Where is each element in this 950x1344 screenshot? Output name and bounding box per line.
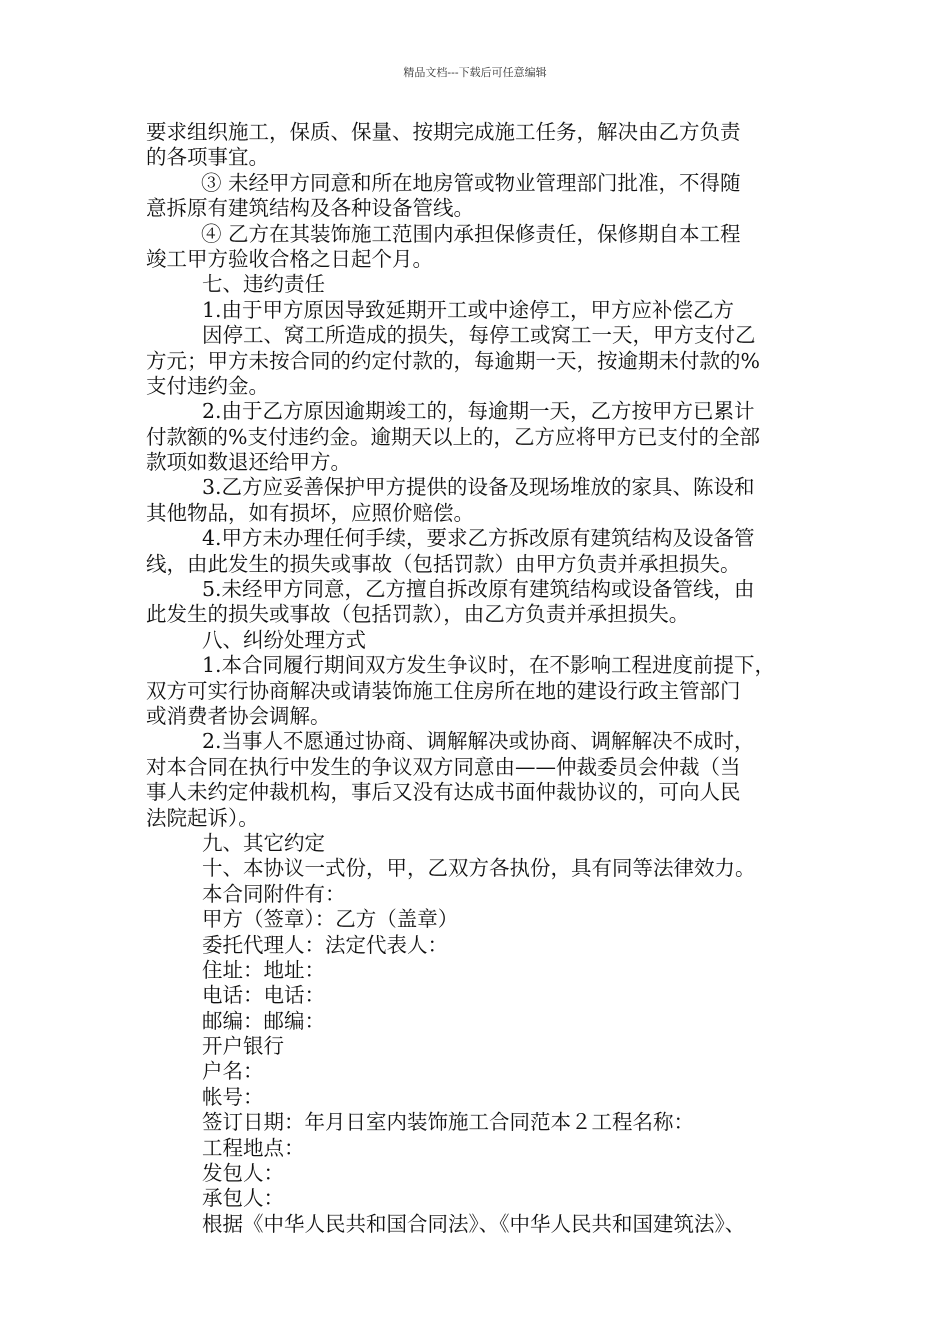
text-line: 款项如数退还给甲方。 xyxy=(146,450,351,475)
text-line: 方元；甲方未按合同的约定付款的，每逾期一天，按逾期未付款的% xyxy=(146,348,760,373)
text-line: 根据《中华人民共和国合同法》、《中华人民共和国建筑法》、 xyxy=(202,1211,746,1236)
text-line: ④ 乙方在其装饰施工范围内承担保修责任，保修期自本工程 xyxy=(201,221,741,246)
text-line: 或消费者协会调解。 xyxy=(146,703,331,728)
text-line: 4.甲方未办理任何手续，要求乙方拆改原有建筑结构及设备管 xyxy=(202,526,755,551)
text-line: 开户银行 xyxy=(202,1034,284,1059)
text-line: 1.本合同履行期间双方发生争议时，在不影响工程进度前提下， xyxy=(202,653,776,678)
text-line: 本合同附件有： xyxy=(202,881,346,906)
text-line: 事人未约定仲裁机构，事后又没有达成书面仲裁协议的，可向人民 xyxy=(146,780,741,805)
text-line: 意拆原有建筑结构及各种设备管线。 xyxy=(146,196,474,221)
text-line: 双方可实行协商解决或请装饰施工住房所在地的建设行政主管部门 xyxy=(146,678,741,703)
text-line: 此发生的损失或事故（包括罚款），由乙方负责并承担损失。 xyxy=(146,602,690,627)
text-line: 5.未经甲方同意，乙方擅自拆改原有建筑结构或设备管线，由 xyxy=(202,577,755,602)
text-line: 要求组织施工，保质、保量、按期完成施工任务，解决由乙方负责 xyxy=(146,120,741,144)
text-line: 支付违约金。 xyxy=(146,373,269,398)
text-line: 的各项事宜。 xyxy=(146,145,269,170)
page-header: 精品文档---下载后可任意编辑 xyxy=(403,66,547,79)
text-line: 工程地点： xyxy=(202,1135,305,1160)
text-line: 九、其它约定 xyxy=(202,830,325,855)
text-line: 八、纠纷处理方式 xyxy=(202,627,366,652)
text-line: 其他物品，如有损坏，应照价赔偿。 xyxy=(146,500,474,525)
text-line: 对本合同在执行中发生的争议双方同意由——仲裁委员会仲裁（当 xyxy=(146,754,741,779)
text-line: 委托代理人：法定代表人： xyxy=(202,932,448,957)
text-line: 签订日期：年月日室内装饰施工合同范本２工程名称： xyxy=(202,1110,694,1135)
text-line: 帐号： xyxy=(202,1084,264,1109)
text-line: 因停工、窝工所造成的损失，每停工或窝工一天，甲方支付乙 xyxy=(202,323,756,348)
text-line: 2.当事人不愿通过协商、调解解决或协商、调解解决不成时， xyxy=(202,729,755,754)
text-line: 邮编：邮编： xyxy=(202,1008,325,1033)
text-line: 甲方（签章）：乙方（盖章） xyxy=(202,907,459,932)
text-line: ③ 未经甲方同意和所在地房管或物业管理部门批准，不得随 xyxy=(201,170,741,195)
text-line: 竣工甲方验收合格之日起个月。 xyxy=(146,246,433,271)
text-line: 户名： xyxy=(202,1059,264,1084)
text-line: 法院起诉）。 xyxy=(146,805,259,830)
text-line: 住址：地址： xyxy=(202,957,325,982)
text-line: 电话：电话： xyxy=(202,983,325,1008)
text-line: 十、本协议一式份，甲，乙双方各执份，具有同等法律效力。 xyxy=(202,856,756,881)
text-line: 线，由此发生的损失或事故（包括罚款）由甲方负责并承担损失。 xyxy=(146,551,741,576)
text-line: 七、违约责任 xyxy=(202,272,325,297)
text-line: 3.乙方应妥善保护甲方提供的设备及现场堆放的家具、陈设和 xyxy=(202,475,755,500)
text-line: 承包人： xyxy=(202,1186,284,1211)
document-body xyxy=(146,120,826,1237)
text-line: 付款额的%支付违约金。逾期天以上的，乙方应将甲方已支付的全部 xyxy=(146,424,760,449)
text-line: 2.由于乙方原因逾期竣工的，每逾期一天，乙方按甲方已累计 xyxy=(202,399,755,424)
text-line: 1.由于甲方原因导致延期开工或中途停工，甲方应补偿乙方 xyxy=(202,297,735,322)
text-line: 发包人： xyxy=(202,1161,284,1186)
